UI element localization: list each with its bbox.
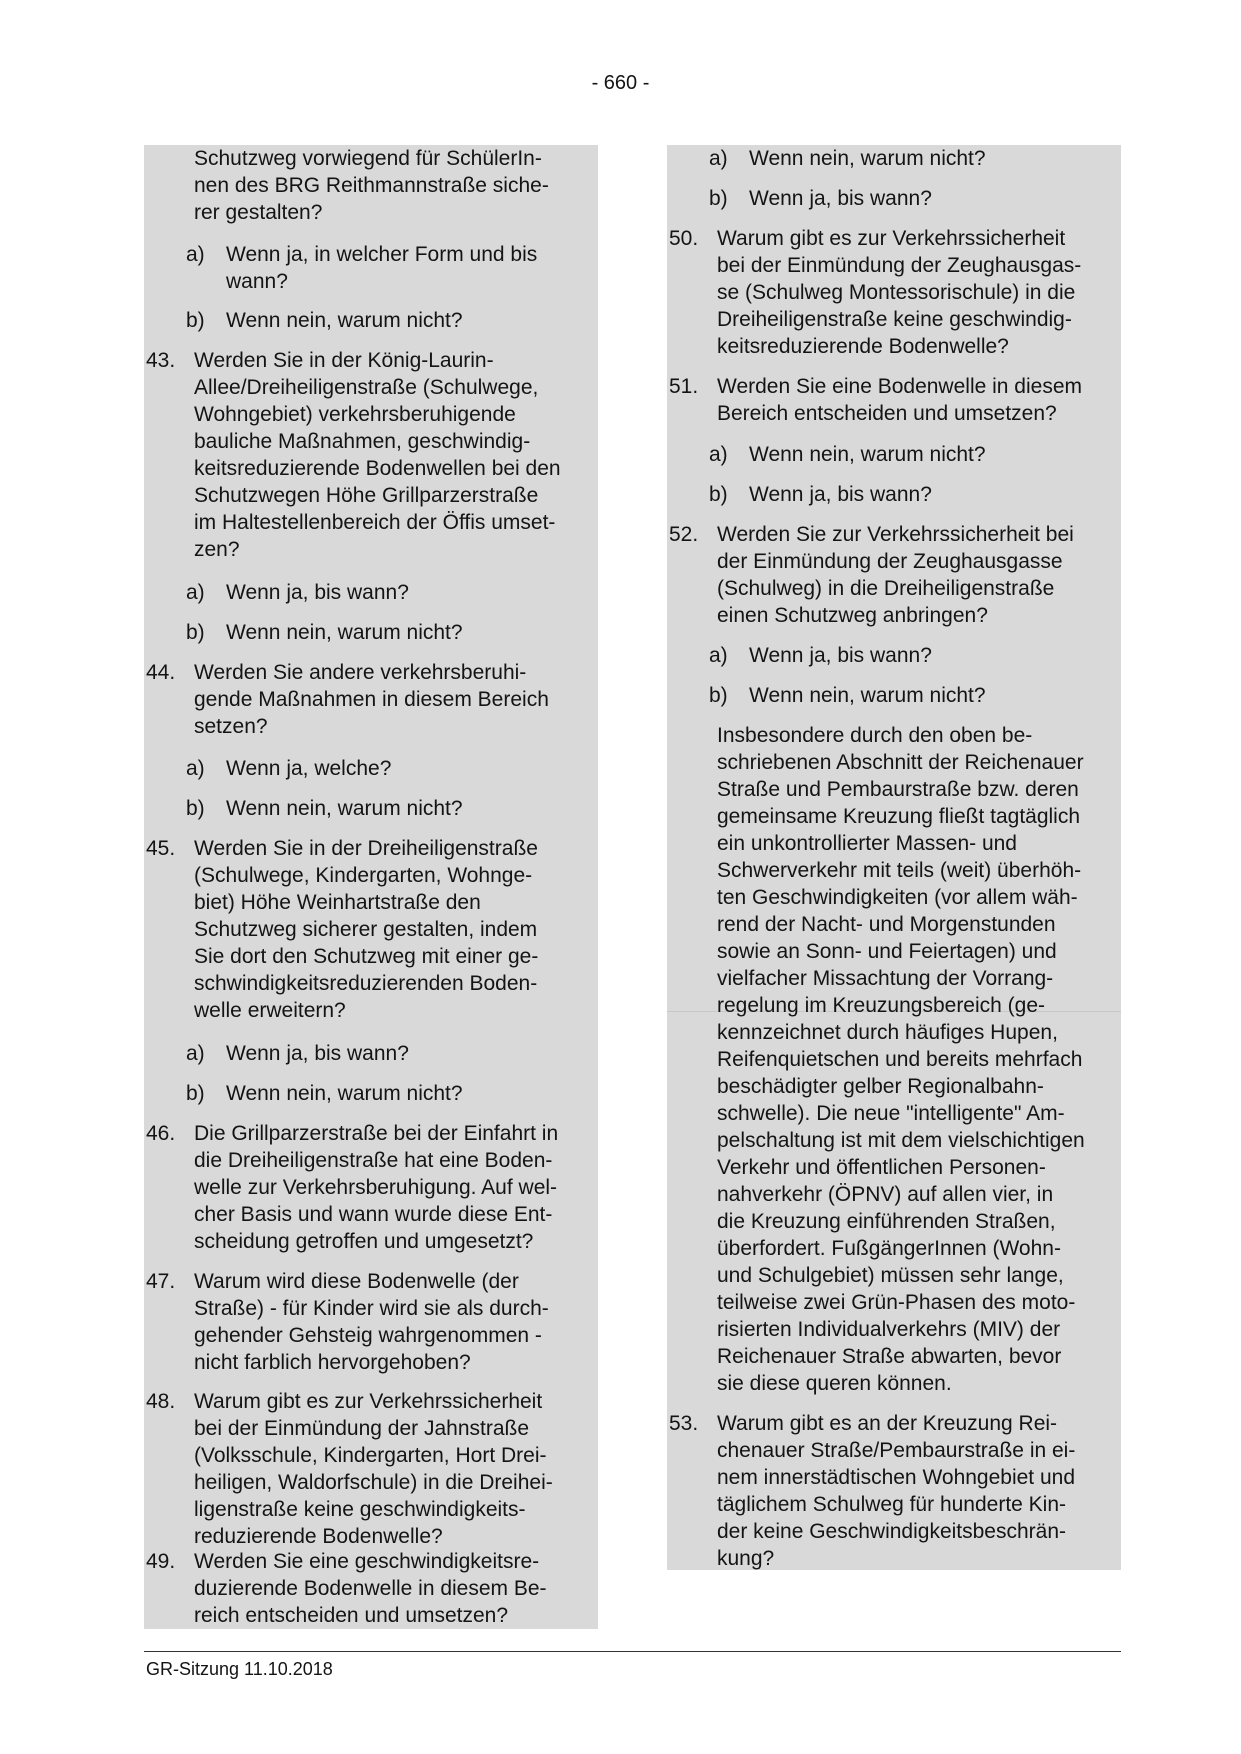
question-text-line: bei der Einmündung der Zeughausgas- [717,254,1082,277]
question-text-line: kung? [717,1547,775,1570]
paragraph-line: kennzeichnet durch häufiges Hupen, [717,1021,1058,1044]
paragraph-line: gemeinsame Kreuzung fließt tagtäglich [717,805,1081,828]
question-text-line: Werden Sie zur Verkehrssicherheit bei [717,523,1074,546]
question-text-line: gende Maßnahmen in diesem Bereich [194,688,549,711]
question-text-line: gehender Gehsteig wahrgenommen - [194,1324,542,1347]
question-text-line: Warum gibt es zur Verkehrssicherheit [194,1390,543,1413]
paragraph-line: Schwerverkehr mit teils (weit) überhöh- [717,859,1082,882]
sub-text-line: Wenn nein, warum nicht? [226,309,463,332]
paragraph-line: ten Geschwindigkeiten (vor allem wäh- [717,886,1078,909]
sub-letter: a) [186,757,205,780]
question-text-line: Werden Sie eine geschwindigkeitsre- [194,1550,540,1573]
question-number: 48. [146,1390,176,1413]
question-text-line: heiligen, Waldorfschule) in die Dreihei- [194,1471,553,1494]
question-text-line: welle zur Verkehrsberuhigung. Auf wel- [194,1176,558,1199]
paragraph-line: Reichenauer Straße abwarten, bevor [717,1345,1062,1368]
paragraph-line: Verkehr und öffentlichen Personen- [717,1156,1046,1179]
question-number: 47. [146,1270,176,1293]
question-number: 43. [146,349,176,372]
question-text-line: Wohngebiet) verkehrsberuhigende [194,403,516,426]
question-text-line: Straße) - für Kinder wird sie als durch- [194,1297,549,1320]
question-text-line: ligenstraße keine geschwindigkeits- [194,1498,526,1521]
sub-letter: a) [709,443,728,466]
question-number: 46. [146,1122,176,1145]
footer-divider [144,1651,1121,1652]
paragraph-line: schwelle). Die neue "intelligente" Am- [717,1102,1065,1125]
question-text-line: duzierende Bodenwelle in diesem Be- [194,1577,547,1600]
sub-text-line: Wenn ja, bis wann? [226,581,409,604]
question-text-line: (Volksschule, Kindergarten, Hort Drei- [194,1444,547,1467]
question-text-line: setzen? [194,715,268,738]
question-text-line: Werden Sie in der Dreiheiligenstraße [194,837,538,860]
paragraph-line: überfordert. FußgängerInnen (Wohn- [717,1237,1061,1260]
paragraph-line: nahverkehr (ÖPNV) auf allen vier, in [717,1183,1054,1206]
question-text-line: der keine Geschwindigkeitsbeschrän- [717,1520,1067,1543]
paragraph-line: sowie an Sonn- und Feiertagen) und [717,940,1057,963]
question-text-line: Bereich entscheiden und umsetzen? [717,402,1057,425]
footer-session-date: GR-Sitzung 11.10.2018 [146,1659,333,1679]
question-text-line: nem innerstädtischen Wohngebiet und [717,1466,1076,1489]
right-column [667,145,1121,1570]
sub-letter: a) [186,581,205,604]
sub-letter: a) [186,243,205,266]
paragraph-line: schriebenen Abschnitt der Reichenauer [717,751,1084,774]
paragraph-line: die Kreuzung einführenden Straßen, [717,1210,1056,1233]
sub-letter: b) [186,621,205,644]
question-text-line: Allee/Dreiheiligenstraße (Schulwege, [194,376,539,399]
paragraph-line: teilweise zwei Grün-Phasen des moto- [717,1291,1076,1314]
sub-text-line: Wenn ja, bis wann? [749,187,932,210]
paragraph-line: und Schulgebiet) müssen sehr lange, [717,1264,1064,1287]
question-number: 44. [146,661,176,684]
page-number: - 660 - [591,72,650,94]
question-text-line: bei der Einmündung der Jahnstraße [194,1417,530,1440]
paragraph-line: rend der Nacht- und Morgenstunden [717,913,1056,936]
question-text-line: Werden Sie in der König-Laurin- [194,349,494,372]
question-number: 53. [669,1412,699,1435]
question-text-line: einen Schutzweg anbringen? [717,604,988,627]
question-text-line: Die Grillparzerstraße bei der Einfahrt in [194,1122,559,1145]
sub-text-line: Wenn ja, welche? [226,757,392,780]
question-text-line: biet) Höhe Weinhartstraße den [194,891,481,914]
paragraph-line: pelschaltung ist mit dem vielschichtigen [717,1129,1085,1152]
sub-text-line: Wenn ja, bis wann? [226,1042,409,1065]
question-number: 52. [669,523,699,546]
sub-letter: b) [186,1082,205,1105]
sub-text-line: Wenn nein, warum nicht? [749,684,986,707]
question-text-line: Schutzwegen Höhe Grillparzerstraße [194,484,539,507]
question-text-line: welle erweitern? [194,999,346,1022]
text-line: rer gestalten? [194,201,323,224]
sub-text-line: Wenn ja, in welcher Form und bis [226,243,538,266]
sub-text-line: wann? [226,270,288,293]
sub-letter: a) [709,644,728,667]
sub-letter: b) [186,309,205,332]
question-text-line: Warum gibt es an der Kreuzung Rei- [717,1412,1058,1435]
paragraph-line: ein unkontrollierter Massen- und [717,832,1017,855]
sub-text-line: Wenn nein, warum nicht? [226,797,463,820]
question-text-line: reduzierende Bodenwelle? [194,1525,443,1548]
question-text-line: im Haltestellenbereich der Öffis umset- [194,511,556,534]
paragraph-line: sie diese queren können. [717,1372,952,1395]
sub-letter: a) [186,1042,205,1065]
sub-text-line: Wenn nein, warum nicht? [226,621,463,644]
continuation-text [194,145,594,226]
question-text-line: Werden Sie eine Bodenwelle in diesem [717,375,1082,398]
question-text-line: chenauer Straße/Pembaurstraße in ei- [717,1439,1076,1462]
text-line: Schutzweg vorwiegend für SchülerIn- [194,147,542,170]
question-text-line: die Dreiheiligenstraße hat eine Boden- [194,1149,553,1172]
question-text-line: Werden Sie andere verkehrsberuhi- [194,661,527,684]
question-text-line: schwindigkeitsreduzierenden Boden- [194,972,538,995]
question-text-line: zen? [194,538,240,561]
paragraph-line: risierten Individualverkehrs (MIV) der [717,1318,1061,1341]
sub-text-line: Wenn nein, warum nicht? [749,443,986,466]
sub-letter: b) [186,797,205,820]
paragraph-line: Reifenquietschen und bereits mehrfach [717,1048,1083,1071]
sub-letter: b) [709,684,728,707]
paragraph-line: vielfacher Missachtung der Vorrang- [717,967,1054,990]
question-text-line: Warum wird diese Bodenwelle (der [194,1270,519,1293]
sub-text-line: Wenn nein, warum nicht? [226,1082,463,1105]
question-text-line: (Schulweg) in die Dreiheiligenstraße [717,577,1055,600]
paragraph-line: regelung im Kreuzungsbereich (ge- [717,994,1046,1017]
question-text-line: bauliche Maßnahmen, geschwindig- [194,430,531,453]
sub-letter: a) [709,147,728,170]
text-line: nen des BRG Reithmannstraße siche- [194,174,549,197]
question-number: 51. [669,375,699,398]
sub-text-line: Wenn ja, bis wann? [749,644,932,667]
question-text-line: keitsreduzierende Bodenwelle? [717,335,1009,358]
question-text-line: keitsreduzierende Bodenwellen bei den [194,457,561,480]
paragraph-line: beschädigter gelber Regionalbahn- [717,1075,1044,1098]
question-text-line: (Schulwege, Kindergarten, Wohnge- [194,864,533,887]
question-text-line: täglichem Schulweg für hunderte Kin- [717,1493,1067,1516]
question-text-line: Warum gibt es zur Verkehrssicherheit [717,227,1066,250]
question-text-line: Dreiheiligenstraße keine geschwindig- [717,308,1072,331]
sub-text-line: Wenn nein, warum nicht? [749,147,986,170]
question-number: 45. [146,837,176,860]
question-text-line: scheidung getroffen und umgesetzt? [194,1230,534,1253]
sub-letter: b) [709,187,728,210]
sub-text-line: Wenn ja, bis wann? [749,483,932,506]
question-text-line: Sie dort den Schutzweg mit einer ge- [194,945,539,968]
question-text-line: se (Schulweg Montessorischule) in die [717,281,1076,304]
question-text-line: nicht farblich hervorgehoben? [194,1351,471,1374]
paragraph-line: Insbesondere durch den oben be- [717,724,1033,747]
question-text-line: Schutzweg sicherer gestalten, indem [194,918,538,941]
sub-letter: b) [709,483,728,506]
paragraph-line: Straße und Pembaurstraße bzw. deren [717,778,1079,801]
question-text-line: cher Basis und wann wurde diese Ent- [194,1203,553,1226]
question-text-line: reich entscheiden und umsetzen? [194,1604,509,1627]
left-column [144,145,598,1629]
question-text-line: der Einmündung der Zeughausgasse [717,550,1063,573]
question-number: 50. [669,227,699,250]
question-number: 49. [146,1550,176,1573]
explanatory-paragraph [717,722,1121,1397]
